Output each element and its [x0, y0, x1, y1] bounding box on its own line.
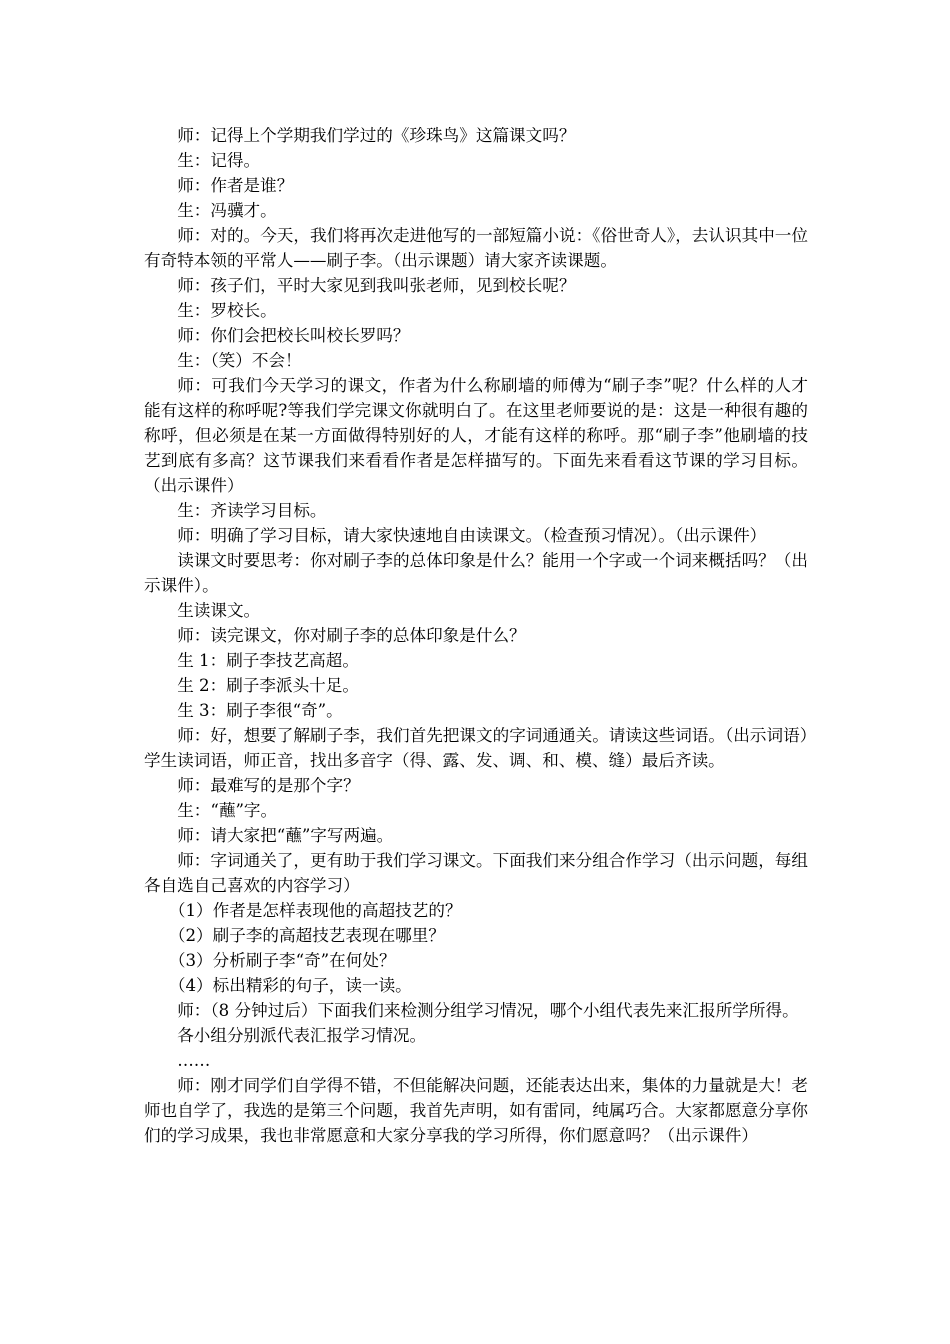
dialogue-line: 生 3：刷子李很“奇”。	[177, 701, 343, 720]
question-item: （3）分析刷子李“奇”在何处？	[168, 951, 396, 970]
ellipsis-line: ……	[177, 1051, 211, 1070]
dialogue-line: 师：孩子们，平时大家见到我叫张老师，见到校长呢？	[177, 276, 576, 295]
dialogue-line: 生：罗校长。	[177, 301, 277, 320]
dialogue-line: 读课文时要思考：你对刷子李的总体印象是什么？能用一个字或一个词来概括吗？（出示课件）。	[144, 551, 808, 595]
dialogue-line: 生：齐读学习目标。	[177, 501, 327, 520]
dialogue-line: 师：（8 分钟过后）下面我们来检测分组学习情况，哪个小组代表先来汇报所学所得。	[177, 1001, 799, 1020]
dialogue-line: 生：记得。	[177, 151, 261, 170]
dialogue-line: 师：可我们今天学习的课文，作者为什么称刷墙的师傅为“刷子李”呢？什么样的人才能有这样的称呼呢?等我们学完课文你就明白了。在这里老师要说的是：这是一种很有趣的称呼，但必须是在某一方面做得特别好的人，才能有这样的称呼。那“刷子李”他刷墙的技艺到底有多高？这节课我们来看看作者是怎样描写的。下面先来看看这节课的学习目标。（出示课件）	[144, 376, 808, 495]
document-body	[144, 123, 808, 1148]
dialogue-line: 生：“蘸”字。	[177, 801, 278, 820]
dialogue-line: 师：字词通关了，更有助于我们学习课文。下面我们来分组合作学习（出示问题，每组各自选自己喜欢的内容学习）	[144, 851, 808, 895]
dialogue-line: 师：明确了学习目标，请大家快速地自由读课文。（检查预习情况）。（出示课件）	[177, 526, 767, 545]
dialogue-line: 师：好，想要了解刷子李，我们首先把课文的字词通通关。请读这些词语。（出示词语）学生读词语，师正音，找出多音字（得、露、发、调、和、模、缝）最后齐读。	[144, 726, 808, 770]
question-item: （1）作者是怎样表现他的高超技艺的？	[168, 901, 462, 920]
dialogue-line: 生：（笑）不会！	[177, 351, 302, 370]
dialogue-line: 各小组分别派代表汇报学习情况。	[177, 1026, 427, 1045]
dialogue-line: 师：刚才同学们自学得不错，不但能解决问题，还能表达出来，集体的力量就是大！老师也自学了，我选的是第三个问题，我首先声明，如有雷同，纯属巧合。大家都愿意分享你们的学习成果，我也非常愿意和大家分享我的学习所得，你们愿意吗？（出示课件）	[144, 1076, 808, 1145]
dialogue-line: 生 1：刷子李技艺高超。	[177, 651, 359, 670]
dialogue-line: 师：最难写的是那个字？	[177, 776, 360, 795]
dialogue-line: 师：请大家把“蘸”字写两遍。	[177, 826, 394, 845]
dialogue-line: 生读课文。	[177, 601, 261, 620]
dialogue-line: 生：冯骥才。	[177, 201, 277, 220]
dialogue-line: 师：作者是谁？	[177, 176, 294, 195]
question-item: （4）标出精彩的句子，读一读。	[168, 976, 412, 995]
dialogue-line: 生 2：刷子李派头十足。	[177, 676, 359, 695]
dialogue-line: 师：读完课文，你对刷子李的总体印象是什么？	[177, 626, 526, 645]
dialogue-line: 师：你们会把校长叫校长罗吗？	[177, 326, 410, 345]
dialogue-line: 师：对的。今天，我们将再次走进他写的一部短篇小说：《俗世奇人》，去认识其中一位有奇特本领的平常人——刷子李。（出示课题）请大家齐读课题。	[144, 226, 808, 270]
dialogue-line: 师：记得上个学期我们学过的《珍珠鸟》这篇课文吗？	[177, 126, 576, 145]
question-item: （2）刷子李的高超技艺表现在哪里？	[168, 926, 445, 945]
